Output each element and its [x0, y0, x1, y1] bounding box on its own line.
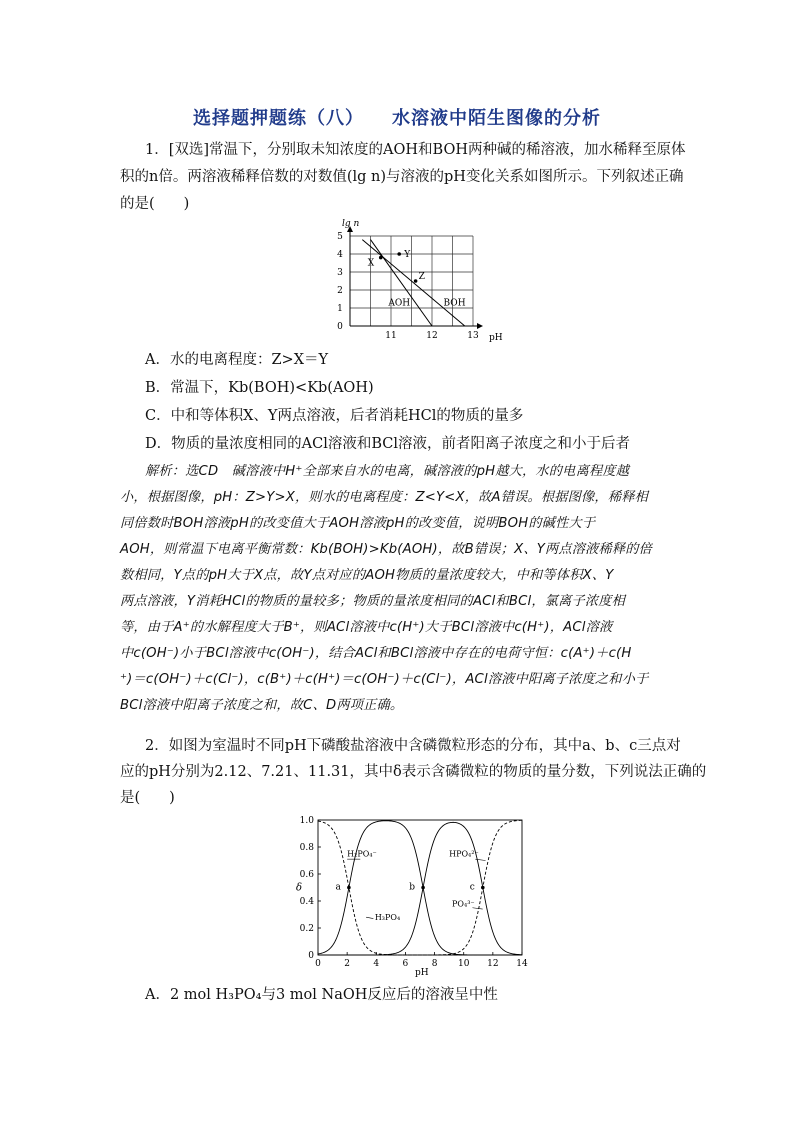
- title-part2: 水溶液中陌生图像的分析: [392, 108, 601, 129]
- chart-lgn-ph: [320, 216, 510, 344]
- chart2-ytick-label: 0.6: [299, 870, 314, 880]
- chart2-point-a: [347, 886, 351, 890]
- chart1-ytick-label: 4: [337, 250, 343, 260]
- chart1-point-label: Y: [404, 250, 411, 260]
- chart2-series-label: H₂PO₄⁻: [347, 849, 377, 859]
- q1-line3: 的是( ): [120, 196, 190, 212]
- chart1-point-label: Z: [418, 272, 425, 282]
- chart2-xtick-label: 6: [402, 959, 409, 969]
- q1-option-c: C．中和等体积X、Y两点溶液，后者消耗HCl的物质的量多: [145, 408, 524, 424]
- chart1-ylabel: lg n: [342, 219, 360, 229]
- chart2-ytick-label: 1.0: [299, 816, 314, 826]
- chart1-point-y: [397, 252, 401, 256]
- chart2-ytick-label: 0.8: [299, 843, 314, 853]
- q2-option-a: A．2 mol H₃PO₄与3 mol NaOH反应后的溶液呈中性: [145, 987, 498, 1003]
- chart2-ylabel: δ: [296, 882, 303, 894]
- chart2-ytick-label: 0: [308, 951, 314, 961]
- chart2-series-label: PO₄³⁻: [452, 899, 475, 909]
- chart2-xtick-label: 4: [373, 959, 380, 969]
- chart1-xlabel: pH: [489, 333, 503, 343]
- chart1-axes: [347, 226, 483, 329]
- q1-solution-line: 等，由于A⁺的水解程度大于B⁺，则ACl溶液中c(H⁺)大于BCl溶液中c(H⁺)，ACl溶液: [120, 620, 613, 635]
- chart2-point-b: [421, 886, 425, 890]
- chart2-point-label: b: [409, 882, 416, 893]
- q1-solution-line: 数相同，Y点的pH大于X点，故Y点对应的AOH物质的量浓度较大，中和等体积X、Y: [120, 568, 614, 583]
- q1-solution-line: AOH，则常温下电离平衡常数：Kb(BOH)>Kb(AOH)，故B错误；X、Y两点溶液稀释的倍: [120, 542, 653, 557]
- chart1-point-x: [379, 256, 383, 260]
- q1-solution-line: 解析：选CD 碱溶液中H⁺全部来自水的电离，碱溶液的pH越大，水的电离程度越: [145, 464, 630, 479]
- chart2-point-label: a: [335, 882, 341, 893]
- q1-option-d: D．物质的量浓度相同的ACl溶液和BCl溶液，前者阳离子浓度之和小于后者: [145, 436, 630, 452]
- q1-solution-line: 同倍数时BOH溶液pH的改变值大于AOH溶液pH的改变值，说明BOH的碱性大于: [120, 516, 596, 531]
- chart1-ytick-label: 3: [337, 268, 343, 278]
- chart2-point-c: [481, 886, 485, 890]
- q2-line3: 是( ): [120, 790, 175, 806]
- chart2-label-leader: [366, 917, 373, 918]
- q2-line2: 应的pH分别为2.12、7.21、11.31，其中δ表示含磷微粒的物质的量分数，下列说法正确的: [120, 764, 707, 780]
- title-part1: 选择题押题练（八）: [193, 108, 364, 129]
- chart2-ytick-label: 0.2: [299, 924, 314, 934]
- chart2-xtick-label: 2: [344, 959, 351, 969]
- q1-line2: 积的n倍。两溶液稀释倍数的对数值(lg n)与溶液的pH变化关系如图所示。下列叙述正确: [120, 169, 684, 185]
- chart1-series-line-aoh: [371, 240, 433, 326]
- chart1-xtick-label: 12: [426, 331, 438, 341]
- chart1-x-arrow: [477, 323, 483, 329]
- q1-solution-line: 中c(OH⁻)小于BCl溶液中c(OH⁻)，结合ACl和BCl溶液中存在的电荷守恒：c(A⁺)＋c(H: [120, 646, 632, 661]
- chart1-point-z: [414, 279, 418, 283]
- chart1-ytick-label: 5: [337, 232, 343, 242]
- chart1-xtick-label: 13: [467, 331, 479, 341]
- chart1-region-label: AOH: [388, 298, 411, 309]
- q1-solution-line: 小，根据图像，pH：Z>Y>X，则水的电离程度：Z<Y<X，故A错误。根据图像，稀释相: [120, 490, 648, 505]
- chart2-point-label: c: [469, 882, 475, 893]
- chart2-xtick-label: 0: [315, 959, 321, 969]
- chart2-series-label: H₃PO₄: [374, 912, 401, 922]
- chart2-xtick-label: 12: [487, 959, 499, 969]
- q1-line1: 1．[双选]常温下，分别取未知浓度的AOH和BOH两种碱的稀溶液，加水稀释至原体: [145, 142, 686, 158]
- chart1-ytick-label: 0: [337, 322, 343, 332]
- chart2-points: [347, 886, 485, 890]
- chart-phosphate-distribution: [288, 812, 538, 977]
- chart2-xtick-label: 14: [516, 959, 528, 969]
- chart2-series-label: HPO₄²⁻: [449, 849, 479, 859]
- chart1-point-label: X: [367, 258, 375, 269]
- q2-line1: 2．如图为室温时不同pH下磷酸盐溶液中含磷微粒形态的分布，其中a、b、c三点对: [145, 738, 681, 754]
- chart2-ytick-label: 0.4: [299, 897, 314, 907]
- chart1-ytick-label: 1: [337, 304, 343, 314]
- chart1-xtick-label: 11: [385, 331, 397, 341]
- chart1-region-label: BOH: [443, 298, 466, 309]
- chart2-xtick-label: 10: [457, 959, 470, 969]
- q1-solution-line: BCl溶液中阳离子浓度之和，故C、D两项正确。: [120, 698, 404, 713]
- q1-option-a: A．水的电离程度：Z>X＝Y: [145, 352, 329, 368]
- chart1-series: [362, 240, 465, 326]
- chart2-xlabel: pH: [415, 968, 429, 977]
- q1-option-b: B．常温下，Kb(BOH)<Kb(AOH): [145, 380, 374, 396]
- chart1-series-line-boh: [362, 240, 465, 326]
- chart1-ytick-label: 2: [337, 286, 343, 296]
- q1-solution-line: 两点溶液，Y消耗HCl的物质的量较多；物质的量浓度相同的ACl和BCl，氯离子浓度相: [120, 594, 626, 609]
- chart2-xtick-label: 8: [431, 959, 438, 969]
- page-title: [0, 104, 794, 130]
- q1-solution-line: ⁺)＝c(OH⁻)＋c(Cl⁻)，c(B⁺)＋c(H⁺)＝c(OH⁻)＋c(Cl⁻)，ACl溶液中阳离子浓度之和小于: [120, 672, 649, 687]
